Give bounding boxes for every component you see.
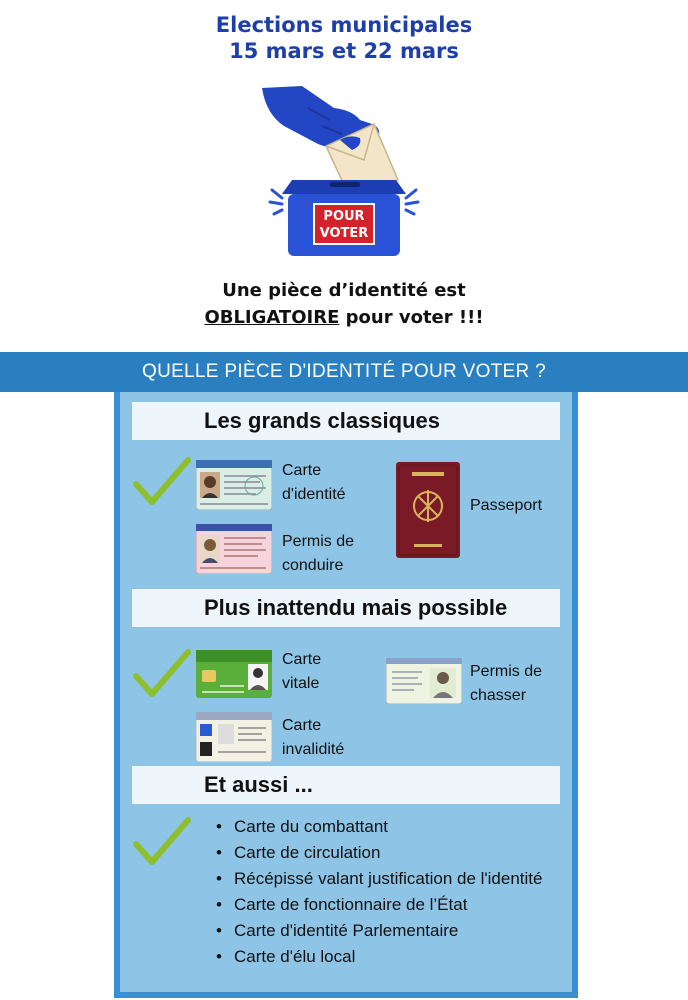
list-item: • Récépissé valant justification de l'identité — [216, 866, 542, 892]
election-title: Elections municipales — [215, 13, 473, 37]
permis-chasser-icon — [386, 658, 462, 704]
label-passeport: Passeport — [470, 497, 543, 514]
list-item: • Carte de fonctionnaire de l’État — [216, 892, 542, 918]
label-permis-chasser-1: Permis de — [470, 663, 543, 680]
obligatoire-emphasis: OBLIGATOIRE — [204, 307, 340, 328]
id-card-icon — [196, 460, 272, 510]
label-permis-conduire-2: conduire — [282, 557, 344, 574]
section-header-inattendu — [132, 589, 560, 627]
driving-licence-icon — [196, 524, 272, 574]
banner-text: QUELLE PIÈCE D'IDENTITÉ POUR VOTER ? — [141, 361, 546, 382]
label-permis-conduire-1: Permis de — [282, 533, 355, 550]
ballot-box-illustration — [222, 68, 466, 264]
list-item: • Carte du combattant — [216, 814, 542, 840]
section-header-classiques — [132, 402, 560, 440]
section-title: Les grands classiques — [204, 408, 440, 433]
label-carte-vitale-1: Carte — [282, 651, 322, 668]
label-carte-vitale-2: vitale — [282, 675, 320, 692]
section-title: Et aussi ... — [204, 772, 313, 797]
section-title: Plus inattendu mais possible — [204, 595, 508, 620]
passport-icon — [396, 462, 460, 558]
ballot-label-line2: VOTER — [319, 226, 369, 241]
check-icon — [132, 456, 192, 506]
id-required-message-2 — [0, 304, 688, 331]
list-item: • Carte d'identité Parlementaire — [216, 918, 542, 944]
check-icon — [132, 648, 192, 698]
section-header-aussi — [132, 766, 560, 804]
question-banner — [0, 352, 688, 392]
label-carte-invalidite-2: invalidité — [282, 741, 345, 758]
id-required-message: Une pièce d’identité est — [222, 280, 466, 301]
label-carte-identite-2: d'identité — [282, 486, 346, 503]
label-carte-invalidite-1: Carte — [282, 717, 322, 734]
poster-header — [0, 0, 688, 352]
list-item: • Carte de circulation — [216, 840, 542, 866]
carte-vitale-icon — [196, 650, 272, 698]
id-documents-panel — [114, 392, 578, 998]
election-dates: 15 mars et 22 mars — [229, 39, 459, 63]
message-rest: pour voter !!! — [339, 307, 484, 328]
label-carte-identite-1: Carte — [282, 462, 322, 479]
check-icon — [132, 816, 192, 866]
label-permis-chasser-2: chasser — [470, 687, 527, 704]
other-documents-list — [216, 814, 542, 970]
carte-invalidite-icon — [196, 712, 272, 762]
ballot-label-line1: POUR — [323, 209, 365, 224]
list-item: • Carte d'élu local — [216, 944, 542, 970]
